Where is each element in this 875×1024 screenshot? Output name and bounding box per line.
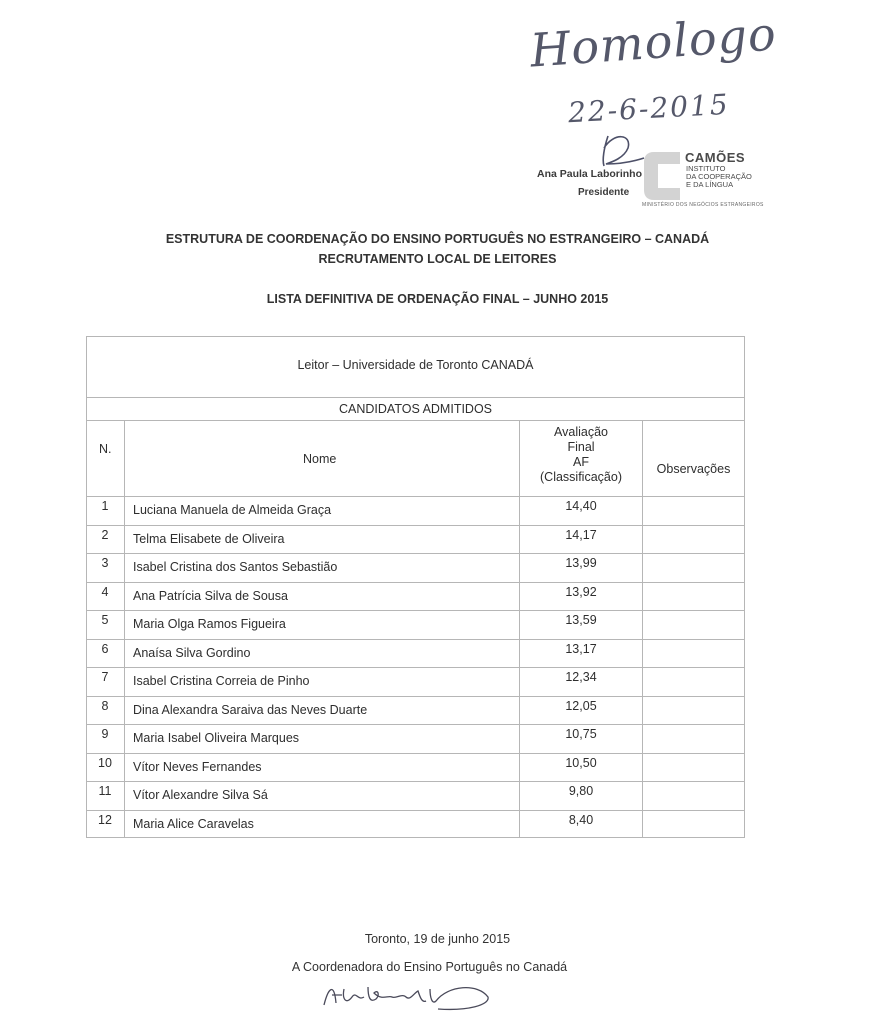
column-divider xyxy=(124,420,125,838)
institute-line-1: INSTITUTO xyxy=(686,164,726,173)
row-divider xyxy=(86,582,745,583)
row-number: 6 xyxy=(101,642,109,656)
document-subtitle: RECRUTAMENTO LOCAL DE LEITORES xyxy=(318,252,557,266)
final-score: 10,50 xyxy=(565,756,597,770)
final-score: 9,80 xyxy=(568,784,594,798)
coordinator-signature xyxy=(318,975,498,1015)
handwritten-date: 22-6-2015 xyxy=(567,87,731,130)
candidate-name: Isabel Cristina dos Santos Sebastião xyxy=(133,560,338,574)
table-divider xyxy=(86,496,745,497)
candidate-name: Vítor Neves Fernandes xyxy=(133,760,262,774)
institute-line-2: DA COOPERAÇÃO xyxy=(686,172,752,181)
candidate-name: Isabel Cristina Correia de Pinho xyxy=(133,674,310,688)
column-header-af-line: Final xyxy=(567,440,595,454)
final-score: 13,99 xyxy=(565,556,597,570)
row-number: 11 xyxy=(98,784,112,798)
row-divider xyxy=(86,753,745,754)
place-date: Toronto, 19 de junho 2015 xyxy=(364,932,511,946)
column-header-af xyxy=(520,425,642,485)
row-number: 1 xyxy=(101,499,109,513)
column-header-af-line: AF xyxy=(573,455,589,469)
row-divider xyxy=(86,610,745,611)
row-divider xyxy=(86,525,745,526)
row-divider xyxy=(86,553,745,554)
list-title: LISTA DEFINITIVA DE ORDENAÇÃO FINAL – JUNHO 2015 xyxy=(266,292,609,306)
handwritten-approval: Homologo xyxy=(528,6,779,78)
candidate-name: Vítor Alexandre Silva Sá xyxy=(133,788,268,802)
candidate-name: Telma Elisabete de Oliveira xyxy=(133,532,285,546)
row-number: 12 xyxy=(98,813,112,827)
stamp-name: Ana Paula Laborinho xyxy=(537,168,643,180)
final-score: 13,92 xyxy=(565,585,597,599)
final-score: 14,17 xyxy=(565,528,597,542)
column-header-af-line: Avaliação xyxy=(554,425,608,439)
column-header-obs: Observações xyxy=(656,462,731,476)
row-divider xyxy=(86,810,745,811)
row-number: 3 xyxy=(101,556,109,570)
candidate-name: Anaísa Silva Gordino xyxy=(133,646,251,660)
post-title: Leitor – Universidade de Toronto CANADÁ xyxy=(297,358,534,372)
row-number: 10 xyxy=(98,756,112,770)
final-score: 12,05 xyxy=(565,699,597,713)
stamp-role: Presidente xyxy=(578,187,630,198)
final-score: 13,59 xyxy=(565,613,597,627)
document-title: ESTRUTURA DE COORDENAÇÃO DO ENSINO PORTUGUÊS NO ESTRANGEIRO – CANADÁ xyxy=(165,232,710,246)
ministry-line: MINISTÉRIO DOS NEGÓCIOS ESTRANGEIROS xyxy=(642,202,764,208)
row-number: 9 xyxy=(101,727,109,741)
initials-signature xyxy=(598,128,648,170)
final-score: 12,34 xyxy=(565,670,597,684)
candidate-name: Maria Isabel Oliveira Marques xyxy=(133,731,300,745)
row-divider xyxy=(86,724,745,725)
row-number: 2 xyxy=(101,528,109,542)
column-header-n: N. xyxy=(99,442,112,456)
final-score: 10,75 xyxy=(565,727,597,741)
column-header-nome: Nome xyxy=(303,452,337,466)
institute-line-3: E DA LÍNGUA xyxy=(686,180,734,189)
row-divider xyxy=(86,667,745,668)
row-divider xyxy=(86,781,745,782)
candidate-name: Dina Alexandra Saraiva das Neves Duarte xyxy=(133,703,368,717)
column-header-af-line: (Classificação) xyxy=(540,470,622,484)
row-divider xyxy=(86,639,745,640)
candidate-name: Luciana Manuela de Almeida Graça xyxy=(133,503,332,517)
candidate-name: Maria Olga Ramos Figueira xyxy=(133,617,286,631)
column-divider xyxy=(642,420,643,838)
signer-role: A Coordenadora do Ensino Português no Canadá xyxy=(291,960,568,974)
row-number: 5 xyxy=(101,613,109,627)
table-divider xyxy=(86,397,745,398)
final-score: 8,40 xyxy=(568,813,594,827)
final-score: 13,17 xyxy=(565,642,597,656)
camoes-logo-icon xyxy=(642,150,682,202)
row-number: 8 xyxy=(101,699,109,713)
candidate-name: Maria Alice Caravelas xyxy=(133,817,254,831)
row-number: 4 xyxy=(101,585,109,599)
table-divider xyxy=(86,420,745,421)
institute-name: CAMÕES xyxy=(685,150,746,165)
final-score: 14,40 xyxy=(565,499,597,513)
section-title: CANDIDATOS ADMITIDOS xyxy=(338,402,493,416)
row-divider xyxy=(86,696,745,697)
candidate-name: Ana Patrícia Silva de Sousa xyxy=(133,589,288,603)
row-number: 7 xyxy=(101,670,109,684)
